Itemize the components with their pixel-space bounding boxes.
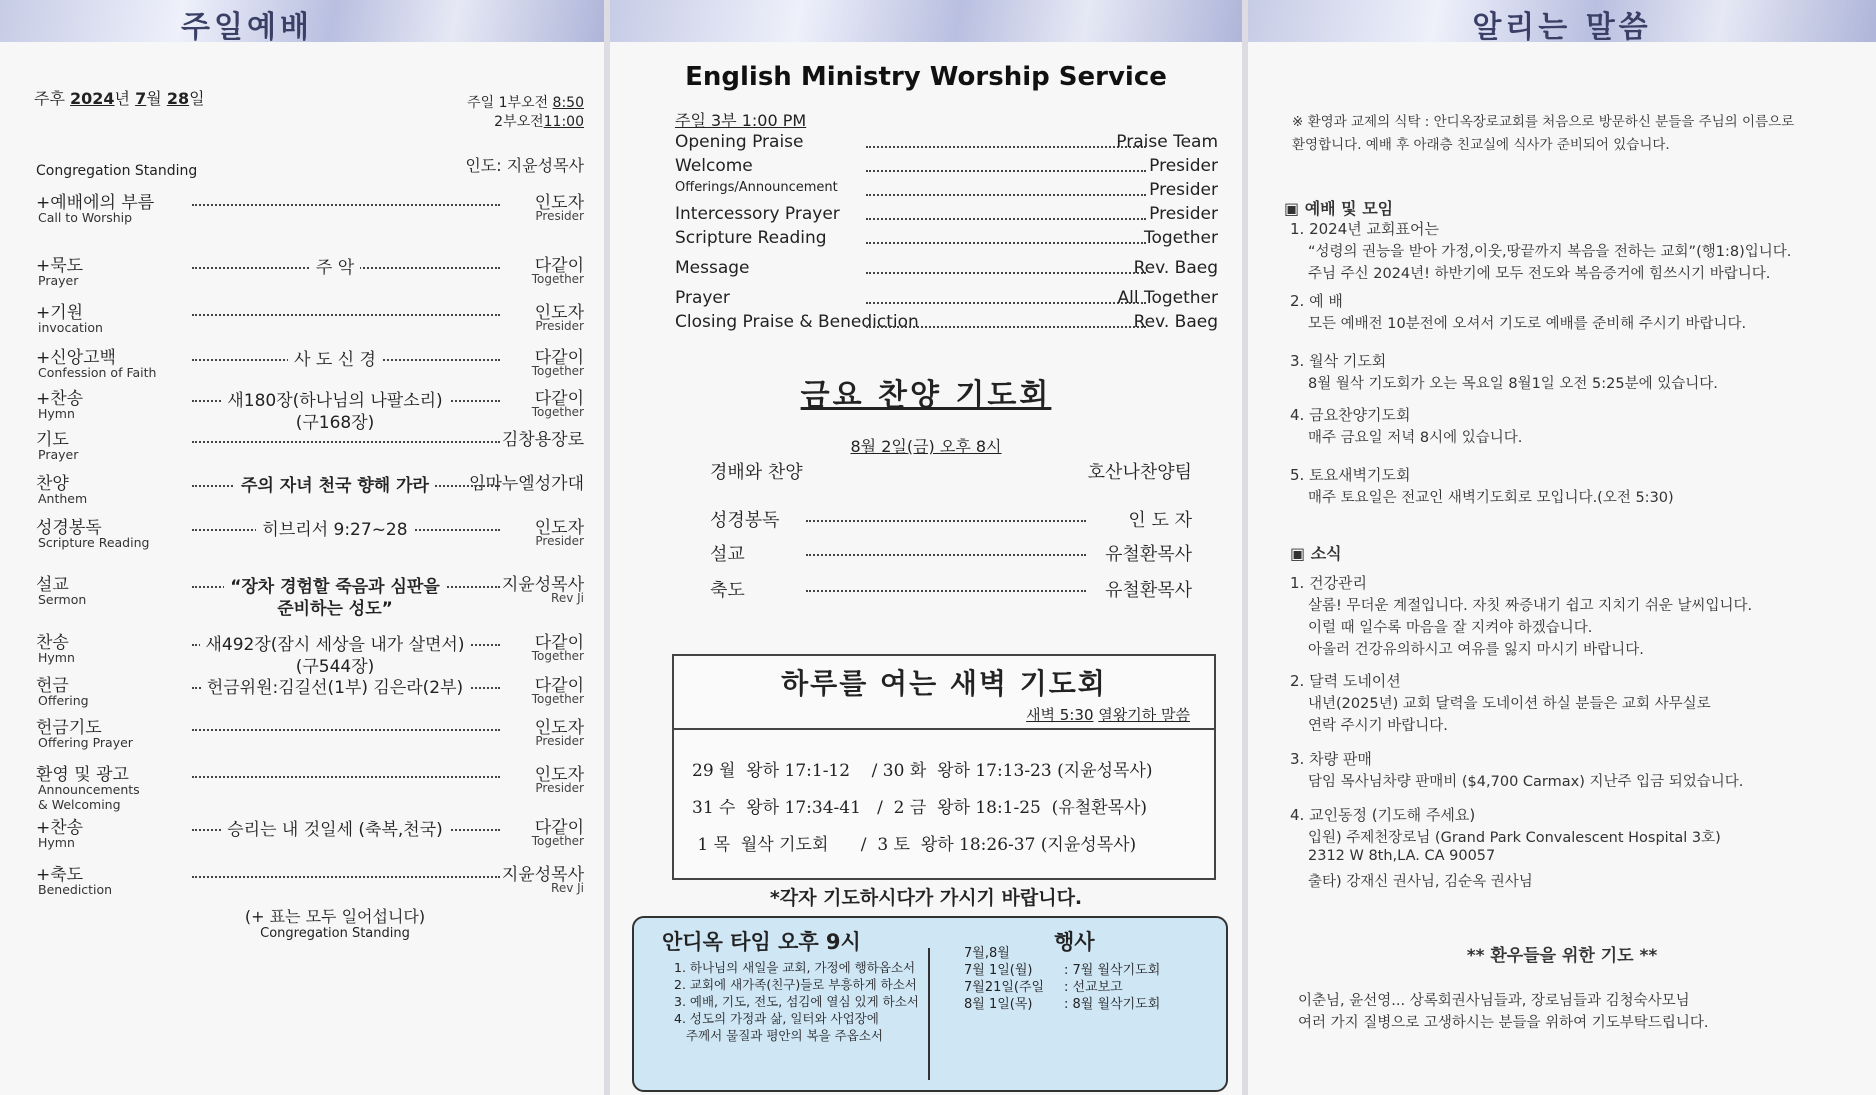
dotted-leader [806,520,1086,522]
worship-order-panel [0,0,604,1095]
announce-line: 입원) 주제천장로님 (Grand Park Convalescent Hospital 3호) [1308,830,1721,846]
em-item-right: Rev. Baeg [1133,312,1218,332]
item-leader: 김창용장로 [501,430,584,450]
item-content-text: 히브리서 9:27~28 [256,520,413,540]
em-item-label: Scripture Reading [675,228,827,248]
item-english: Announcements [38,782,140,797]
dawn-row: 31 수 왕하 17:34-41 / 2 금 왕하 18:1-25 (유철환목사) [692,798,1148,818]
em-title: English Ministry Worship Service [685,62,1167,92]
item-english: Benediction [38,882,113,897]
announce-line: 매주 토요일은 전교인 새벽기도회로 모입니다.(오전 5:30) [1308,490,1674,506]
item-korean: 찬양 [36,474,69,494]
item-leader: 임마누엘성가대 [469,474,584,494]
item-korean: +신앙고백 [36,348,116,368]
item-korean: +기원 [36,303,84,323]
date-day: 28 [166,89,190,108]
sick-line: 이춘님, 윤선영... 상록회권사님들과, 장로님들과 김청숙사모님 [1298,993,1690,1009]
section-title-news [1290,541,1342,564]
item-leader-en: Together [531,364,584,378]
event-text: : 선교보고 [1064,980,1123,995]
item-english: Scripture Reading [38,535,150,550]
announce-line: 주님 주신 2024년! 하반기에 모두 전도와 복음증거에 힘쓰시기 바랍니다. [1308,266,1771,282]
item-english: Confession of Faith [38,365,157,380]
dawn-divider [674,728,1214,730]
antioch-item: 3. 예배, 기도, 전도, 섬김에 열심 있게 하소서 [674,994,919,1009]
event-text: : 7월 월삭기도회 [1064,963,1161,978]
date-prefix: 주후 [34,89,65,108]
item-leader-en: Together [531,692,584,706]
item-korean: +축도 [36,865,84,885]
friday-item-right: 유철환목사 [1105,544,1192,565]
item-leader-en: Together [531,649,584,663]
item-content [0,815,604,840]
event-date: 7월,8월 [964,946,1010,961]
announce-line: “성령의 권능을 받아 가정,이웃,땅끝까지 복음을 전하는 교회”(행1:8)입니다. [1308,244,1792,260]
em-item-label: Offerings/Announcement [675,180,838,195]
dotted-leader [192,441,500,443]
item-english: Call to Worship [38,210,133,225]
item-korean: 헌금기도 [36,718,102,738]
dawn-time: 새벽 5:30 [1026,706,1094,724]
item-leader: 지윤성목사 [501,865,584,885]
dotted-leader [866,170,1146,172]
item-english: Prayer [38,273,79,288]
section-title-text: 소식 [1310,544,1342,563]
announce-head: 2. 달력 도네이션 [1290,672,1401,690]
item-leader: 인도자 [534,718,584,738]
dotted-leader [866,326,1146,328]
item-english-2: & Welcoming [38,797,121,812]
antioch-item: 4. 성도의 가정과 삶, 일터와 사업장에 [674,1011,879,1026]
date-year: 2024 [70,89,115,108]
item-content-text: 승리는 내 것일세 (축복,천국) [221,820,449,840]
dotted-leader [192,876,500,878]
em-item-right: Together [1143,228,1218,248]
service-time-2 [494,111,584,131]
item-leader: 인도자 [534,765,584,785]
item-content [0,673,604,698]
leader [465,153,584,176]
item-leader-en: Rev Ji [551,881,584,895]
item-content-text: “장차 경험할 죽음과 심판을 [224,577,446,597]
time-label: 2부오전 [494,114,544,130]
em-item-label: Message [675,258,750,278]
friday-item-right: 인 도 자 [1128,510,1192,531]
item-korean: +묵도 [36,256,84,276]
item-content-2: 준비하는 성도” [277,599,393,619]
item-leader: 다같이 [534,818,584,838]
announce-line: 8월 월삭 기도회가 오는 목요일 8월1일 오전 5:25분에 있습니다. [1308,376,1718,392]
em-item-label: Prayer [675,288,730,308]
box-divider [928,948,930,1080]
item-content-text: 새180장(하나님의 나팔소리) [221,391,448,411]
services-panel [610,0,1242,1095]
item-leader: 인도자 [534,303,584,323]
item-leader-en: Together [531,272,584,286]
dawn-prayer-box [672,654,1216,880]
announcements-panel [1248,0,1876,1095]
item-english: Hymn [38,835,75,850]
dotted-leader [192,776,500,778]
square-icon: ▣ [1284,199,1300,218]
date-month: 7 [135,89,147,108]
item-content [0,345,604,370]
time-label: 주일 1부오전 [467,95,549,111]
welcome-note: ※ 환영과 교제의 식탁 : 안디옥장로교회를 처음으로 방문하신 분들을 주님의 이름으로 [1292,114,1795,130]
item-leader-en: Together [531,834,584,848]
item-leader-en: Presider [535,319,584,333]
dotted-leader [806,554,1086,556]
announce-line: 출타) 강재신 권사님, 김순옥 권사님 [1308,874,1533,890]
antioch-item: 1. 하나님의 새일을 교회, 가정에 행하옵소서 [674,960,916,975]
friday-item-label: 성경봉독 [710,510,780,531]
square-icon: ▣ [1290,544,1306,563]
friday-item-label: 경배와 찬양 [710,462,803,483]
item-content-text: 주의 자녀 천국 향해 가라 [235,476,435,496]
em-item-right: Praise Team [1116,132,1218,152]
item-korean: 설교 [36,575,69,595]
dawn-subtitle [1026,704,1190,725]
announce-head: 1. 건강관리 [1290,574,1368,592]
events-title: 행사 [1054,930,1095,954]
dotted-leader [192,314,500,316]
item-english: invocation [38,320,103,335]
dotted-leader [866,272,1146,274]
item-korean: +예배에의 부름 [36,193,155,213]
announce-head: 4. 교인동정 (기도해 주세요) [1290,806,1476,824]
em-item-right: Presider [1149,156,1218,176]
welcome-note-2: 환영합니다. 예배 후 아래층 친교실에 식사가 준비되어 있습니다. [1292,137,1670,153]
item-leader: 다같이 [534,676,584,696]
announce-line: 2312 W 8th,LA. CA 90057 [1308,848,1496,864]
item-english: Sermon [38,592,87,607]
item-korean: 기도 [36,430,69,450]
item-korean: 성경봉독 [36,518,102,538]
item-english: Hymn [38,650,75,665]
dotted-leader [866,218,1146,220]
antioch-time-box [632,916,1228,1092]
item-leader-en: Presider [535,534,584,548]
item-english: Offering Prayer [38,735,133,750]
item-english: Anthem [38,491,88,506]
event-date: 7월21일(주일 [964,980,1045,995]
item-leader: 다같이 [534,348,584,368]
friday-time: 8월 2일(금) 오후 8시 [850,437,1002,456]
announce-head: 4. 금요찬양기도회 [1290,406,1411,424]
item-content-2: (구544장) [295,657,375,677]
event-date: 7월 1일(월) [964,963,1033,978]
item-leader-en: Rev Ji [551,591,584,605]
leader-name: 지윤성목사 [506,156,584,175]
sick-prayer-title: ** 환우들을 위한 기도 ** [1466,946,1658,966]
service-time-1 [467,92,584,112]
announce-head: 3. 차량 판매 [1290,750,1372,768]
friday-title: 금요 찬양 기도회 [800,378,1052,413]
antioch-item: 주께서 물질과 평안의 복을 주옵소서 [674,1028,883,1043]
announce-line: 담임 목사님차량 판매비 ($4,700 Carmax) 지난주 입금 되었습니다. [1308,774,1744,790]
item-leader-en: Presider [535,734,584,748]
dawn-text: 열왕기하 말씀 [1098,706,1190,724]
item-leader: 인도자 [534,193,584,213]
panel-title: 주일예배 [181,10,313,45]
item-leader-en: Presider [535,781,584,795]
item-content-2: (구168장) [295,413,375,433]
dawn-title: 하루를 여는 새벽 기도회 [781,667,1107,700]
antioch-item: 2. 교회에 새가족(친구)들로 부흥하게 하소서 [674,977,917,992]
item-content [0,515,604,540]
date-month-suffix: 월 [146,89,162,108]
leader-label: 인도: [465,156,502,175]
em-item-right: All Together [1117,288,1218,308]
item-content-text: 주 악 [310,258,360,278]
item-korean: 환영 및 광고 [36,765,129,785]
friday-item-right: 호산나찬양팀 [1087,462,1192,483]
announce-line: 연락 주시기 바랍니다. [1308,718,1448,734]
banner [610,0,1242,42]
time-value: 8:50 [552,95,584,111]
dawn-row: 29 월 왕하 17:1-12 / 30 화 왕하 17:13-23 (지윤성목사) [692,761,1153,781]
dotted-leader [806,590,1086,592]
em-item-label: Opening Praise [675,132,804,152]
announce-line: 이럴 때 일수록 마음을 잘 지켜야 하겠습니다. [1308,620,1593,636]
standing-note: (+ 표는 모두 일어섭니다) [244,907,426,926]
event-text: : 8월 월삭기도회 [1064,997,1161,1012]
section-title-worship [1284,196,1393,219]
announce-head: 5. 토요새벽기도회 [1290,466,1411,484]
dotted-leader [866,302,1146,304]
em-item-label: Closing Praise & Benediction [675,312,919,332]
service-date [34,86,205,109]
item-english: Offering [38,693,89,708]
panel-title: 알리는 말씀 [1472,10,1652,45]
announce-line: 살롬! 무더운 계절입니다. 자칫 짜증내기 쉽고 지치기 쉬운 날씨입니다. [1308,598,1753,614]
dotted-leader [866,194,1146,196]
announce-head: 3. 월삭 기도회 [1290,352,1387,370]
friday-item-label: 설교 [710,544,745,565]
item-content [0,471,604,496]
event-date: 8월 1일(목) [964,997,1033,1012]
announce-line: 내년(2025년) 교회 달력을 도네이션 하실 분들은 교회 사무실로 [1308,696,1711,712]
announce-line: 모든 예배전 10분전에 오셔서 기도로 예배를 준비해 주시기 바랍니다. [1308,316,1747,332]
dawn-row: 1 목 월삭 기도회 / 3 토 왕하 18:26-37 (지윤성목사) [692,835,1137,855]
em-item-label: Intercessory Prayer [675,204,840,224]
item-korean: 찬송 [36,633,69,653]
antioch-title: 안디옥 타임 오후 9시 [662,930,861,954]
item-leader: 인도자 [534,518,584,538]
sick-line: 여러 가지 질병으로 고생하시는 분들을 위하여 기도부탁드립니다. [1298,1015,1709,1031]
congregation-standing-label: Congregation Standing [36,163,198,179]
section-title-text: 예배 및 모임 [1304,199,1394,218]
item-leader-en: Together [531,405,584,419]
announce-line: 아울러 건강유의하시고 여유를 잃지 마시기 바랍니다. [1308,642,1644,658]
em-item-right: Presider [1149,180,1218,200]
item-english: Hymn [38,406,75,421]
item-content-text: 새492장(잠시 세상을 내가 살면서) [200,635,471,655]
dotted-leader [192,729,500,731]
dotted-leader [866,146,1146,148]
friday-item-label: 축도 [710,580,745,601]
dawn-note: *각자 기도하시다가 가시기 바랍니다. [769,887,1083,909]
standing-note-en: Congregation Standing [260,926,410,941]
announce-head: 2. 예 배 [1290,292,1343,310]
date-day-suffix: 일 [189,89,205,108]
item-leader: 다같이 [534,256,584,276]
item-leader-en: Presider [535,209,584,223]
item-korean: 헌금 [36,676,69,696]
announce-line: 매주 금요일 저녁 8시에 있습니다. [1308,430,1523,446]
item-korean: +찬송 [36,818,84,838]
item-leader: 지윤성목사 [501,575,584,595]
em-item-right: Rev. Baeg [1133,258,1218,278]
item-leader: 다같이 [534,633,584,653]
item-content [0,253,604,278]
item-korean: +찬송 [36,389,84,409]
item-content-text: 사 도 신 경 [288,350,382,370]
item-english: Prayer [38,447,79,462]
item-leader: 다같이 [534,389,584,409]
announce-head: 1. 2024년 교회표어는 [1290,220,1439,238]
dotted-leader [866,242,1146,244]
dotted-leader [192,204,500,206]
item-content-text: 헌금위원:김길선(1부) 김은라(2부) [201,678,469,698]
time-value: 11:00 [543,114,584,130]
em-item-right: Presider [1149,204,1218,224]
em-item-label: Welcome [675,156,753,176]
date-year-suffix: 년 [114,89,131,108]
em-time: 주일 3부 1:00 PM [675,111,807,130]
friday-item-right: 유철환목사 [1105,580,1192,601]
